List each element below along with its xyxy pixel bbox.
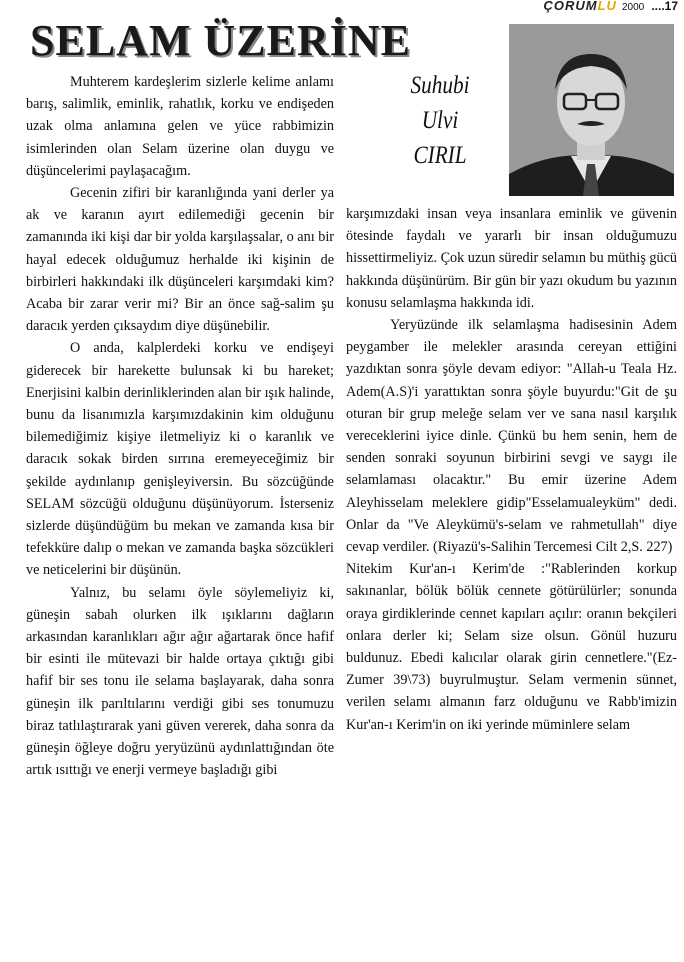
article-column-right bbox=[346, 203, 677, 736]
author-photo bbox=[509, 24, 674, 196]
paragraph: karşımızdaki insan veya insanlara eminlik ve güvenin ötesinde faydalı ve yararlı bir insan olduğumuzu hissettirmeliyiz. Çok uzun süredir selamın bu müthiş gücü hakkında düşünürüm. Bir gün bir yazı okudum bu yazının konusu selamlaşma hakkında idi. bbox=[346, 206, 677, 311]
paragraph: Yalnız, bu selamı öyle söylemeliyiz ki, güneşin sabah olurken ilk ışıklarını dağların arkasından karanlıkları ağır ağır ağartarak önce hafif bir esinti ile mütevazi bir halde ortaya çıktığı gibi hafif bir ses tonu ile selama başlayarak, daha sonra güneşin ilk parıltılarını verdiği gibi ses tonumuzu biraz tatlılaştırarak yani güven vererek, daha sonra da güneşin öğleye doğru yeryüzünü aydınlattığından öte artık ısıttığı ve enerji vermeye başladığı gibi bbox=[26, 584, 334, 779]
article-title: SELAM ÜZERİNE bbox=[30, 16, 411, 65]
author-line-1: Suhubi bbox=[410, 72, 470, 99]
magazine-brand: ÇORUMLU bbox=[543, 0, 617, 13]
paragraph: O anda, kalplerdeki korku ve endişeyi giderecek bir harekette bulunsak ki bu hareket; Enerjisini kalbin derinliklerinden alan bir ışık halinde, bunu da lisanımızla karşımızdakinin kim olduğunu bilemediğimiz kişiye iletmeliyiz ki o karanlık ve daracık sokak birden sırrına eremeyeceğimiz bir şekilde aydınlanıp genişleyiversin. Bu sözcüğünde SELAM sözcüğü olduğunu düşünüyorum. İsterseniz sizlerde düşündüğüm bu mekan ve zamanda kısa bir tefekküre dalıp o mekan ve zamanda başka sözcükleri ve neticelerini bir düşünün. bbox=[26, 340, 334, 579]
paragraph: Muhterem kardeşlerim sizlerle kelime anlamı barış, salimlik, eminlik, rahatlık, korku ve endişeden uzak olma anlamına gelen ve yüce rabbimizin isimlerinden olan Selam üzerine olan duygu ve düşüncelerimi paylaşacağım. bbox=[26, 74, 334, 179]
portrait-image bbox=[509, 24, 674, 196]
article-column-left bbox=[26, 71, 334, 782]
paragraph: Nitekim Kur'an-ı Kerim'de :"Rablerinden korkup sakınanlar, bölük bölük cennete götürülürler; sonunda oraya girdiklerinde cennet kapıları açılır: oranın bekçileri onlara derler ki; Selam size olsun. Gönül huzuru buldunuz. Ebedi kalıcılar olarak girin cennetlere."(Ez-Zumer 39\73) buyrulmuştur. Selam vermenin sünnet, verilen selamı almanın farz olduğunu ve Rabb'imizin Kur'an-ı Kerim'in on iki yerinde müminlere selam bbox=[346, 561, 677, 733]
author-name bbox=[380, 68, 500, 173]
page-number: ....17 bbox=[651, 0, 678, 13]
issue-year: 2000 bbox=[622, 2, 645, 13]
author-line-3: CIRIL bbox=[413, 142, 467, 169]
author-line-2: Ulvi bbox=[421, 107, 459, 134]
paragraph: Yeryüzünde ilk selamlaşma hadisesinin Adem peygamber ile melekler arasında cereyan ettiğini yazdıktan sonra şöyle devam ediyor: "Allah-u Teala Hz. Adem(A.S)'i yarattıktan sonra şöyle buyurdu:"Git de şu oturan bir grup meleğe selam ver ve sana nasıl karşılık vereceklerini iyice dinle. Çünkü bu hem senin, hem de senden sonraki soyunun birbirini sevgi ve saygı ile selamlaması olacaktır." Bu emir üzerine Adem Aleyhisselam meleklere gidip"Esselamualeyküm" dedi. Onlar da "Ve Aleykümü's-selam ve rahmetullah" diye cevap verdiler. (Riyazü's-Salihin Tercemesi Cilt 2,S. 227) bbox=[346, 317, 677, 556]
magazine-header bbox=[543, 0, 678, 14]
paragraph: Gecenin zifiri bir karanlığında yani derler ya ak ve karanın ayırt edilemediği gecenin bir zamanında iki kişi dar bir yolda karşılaşsalar, o anı bir hayal edecek olduğumuz herhalde iki kişinin de birbirleri hakkındaki ilk düşünceleri karşımdaki kim? Acaba bir zarar verir mi? Bir an önce sağ-salim şu daracık yerden çıksaydım diye düşünebilir. bbox=[26, 185, 334, 335]
